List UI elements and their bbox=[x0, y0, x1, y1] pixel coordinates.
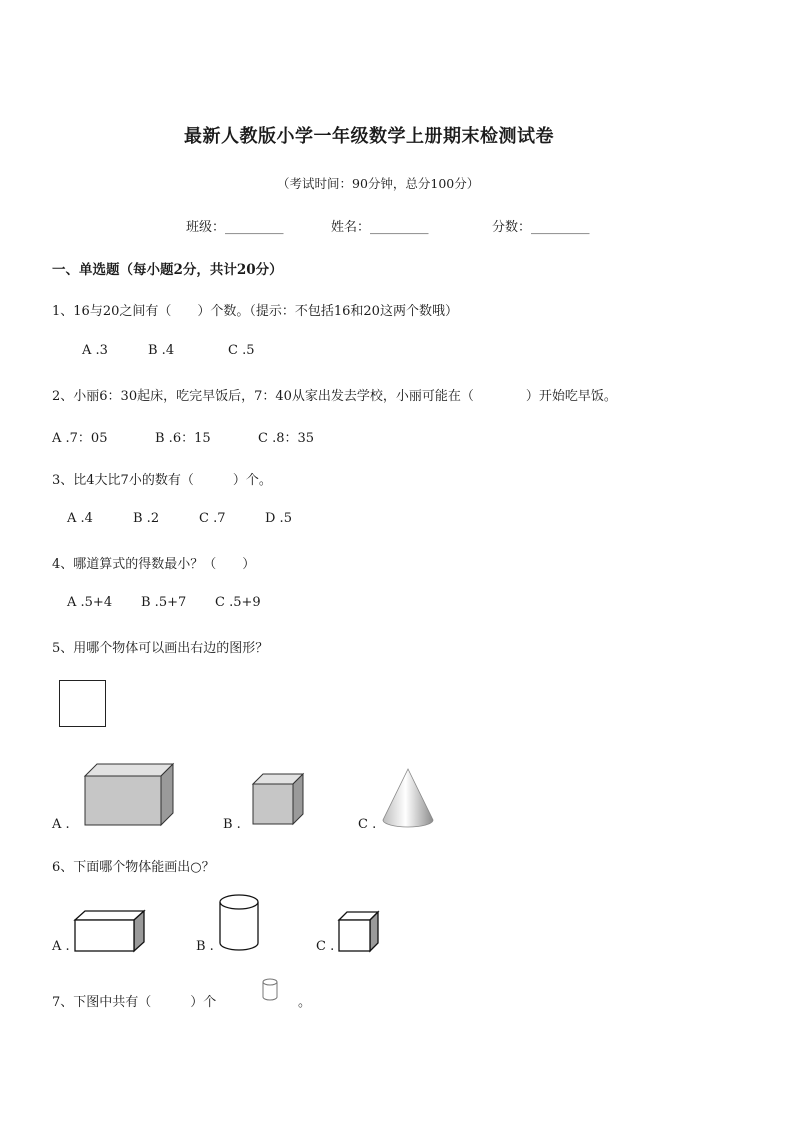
score-label: 分数： bbox=[492, 220, 532, 235]
class-label: 班级： bbox=[186, 220, 226, 235]
q3-option-b[interactable]: B .2 bbox=[133, 511, 160, 526]
q2-option-b[interactable]: B .6：15 bbox=[155, 431, 211, 446]
question-2-stem: 2、小丽6：30起床，吃完早饭后，7：40从家出发去学校，小丽可能在（ ）开始吃早饭。 bbox=[52, 389, 617, 404]
cuboid-icon bbox=[84, 763, 176, 827]
exam-info: （考试时间：90分钟，总分100分） bbox=[277, 176, 480, 191]
question-1-stem: 1、16与20之间有（ ）个数。（提示：不包括16和20这两个数哦） bbox=[52, 304, 458, 319]
cylinder-icon bbox=[262, 978, 280, 1002]
q6-option-b[interactable]: B . bbox=[196, 939, 214, 954]
score-blank: _________ bbox=[531, 220, 590, 235]
name-label: 姓名： bbox=[331, 220, 371, 235]
q5-option-a[interactable]: A . bbox=[52, 817, 70, 832]
cuboid-icon bbox=[74, 910, 146, 954]
class-field bbox=[186, 216, 284, 235]
q3-option-d[interactable]: D .5 bbox=[265, 511, 292, 526]
class-blank: _________ bbox=[225, 220, 284, 235]
q3-option-a[interactable]: A .4 bbox=[67, 511, 93, 526]
score-field bbox=[492, 216, 590, 235]
q1-option-b[interactable]: B .4 bbox=[148, 343, 175, 358]
question-6-stem: 6、下面哪个物体能画出○？ bbox=[52, 860, 215, 875]
question-5-stem: 5、用哪个物体可以画出右边的图形？ bbox=[52, 641, 269, 656]
q1-option-a[interactable]: A .3 bbox=[82, 343, 108, 358]
question-7-text: 7、下图中共有（ ）个 bbox=[52, 995, 217, 1010]
question-7-end: 。 bbox=[298, 995, 312, 1010]
q2-option-a[interactable]: A .7：05 bbox=[52, 431, 108, 446]
question-3-stem: 3、比4大比7小的数有（ ）个。 bbox=[52, 473, 272, 488]
q5-option-b[interactable]: B . bbox=[223, 817, 241, 832]
section-heading: 一、单选题（每小题2分，共计20分） bbox=[52, 262, 283, 278]
name-blank: _________ bbox=[370, 220, 429, 235]
q2-option-c[interactable]: C .8：35 bbox=[258, 431, 315, 446]
cylinder-icon bbox=[218, 893, 260, 953]
cube-icon bbox=[338, 911, 380, 953]
q4-option-a[interactable]: A .5+4 bbox=[67, 595, 113, 610]
cube-icon bbox=[252, 773, 306, 827]
question-7-stem bbox=[52, 991, 216, 1010]
page-title: 最新人教版小学一年级数学上册期末检测试卷 bbox=[184, 126, 554, 147]
square-figure bbox=[59, 680, 107, 728]
q6-option-a[interactable]: A . bbox=[52, 939, 70, 954]
q3-option-c[interactable]: C .7 bbox=[199, 511, 226, 526]
q1-option-c[interactable]: C .5 bbox=[228, 343, 255, 358]
question-4-stem: 4、哪道算式的得数最小？（ ） bbox=[52, 557, 256, 572]
q4-option-c[interactable]: C .5+9 bbox=[215, 595, 261, 610]
q4-option-b[interactable]: B .5+7 bbox=[141, 595, 187, 610]
q6-option-c[interactable]: C . bbox=[316, 939, 335, 954]
q5-option-c[interactable]: C . bbox=[358, 817, 377, 832]
name-field bbox=[331, 216, 429, 235]
cone-icon bbox=[380, 768, 436, 830]
